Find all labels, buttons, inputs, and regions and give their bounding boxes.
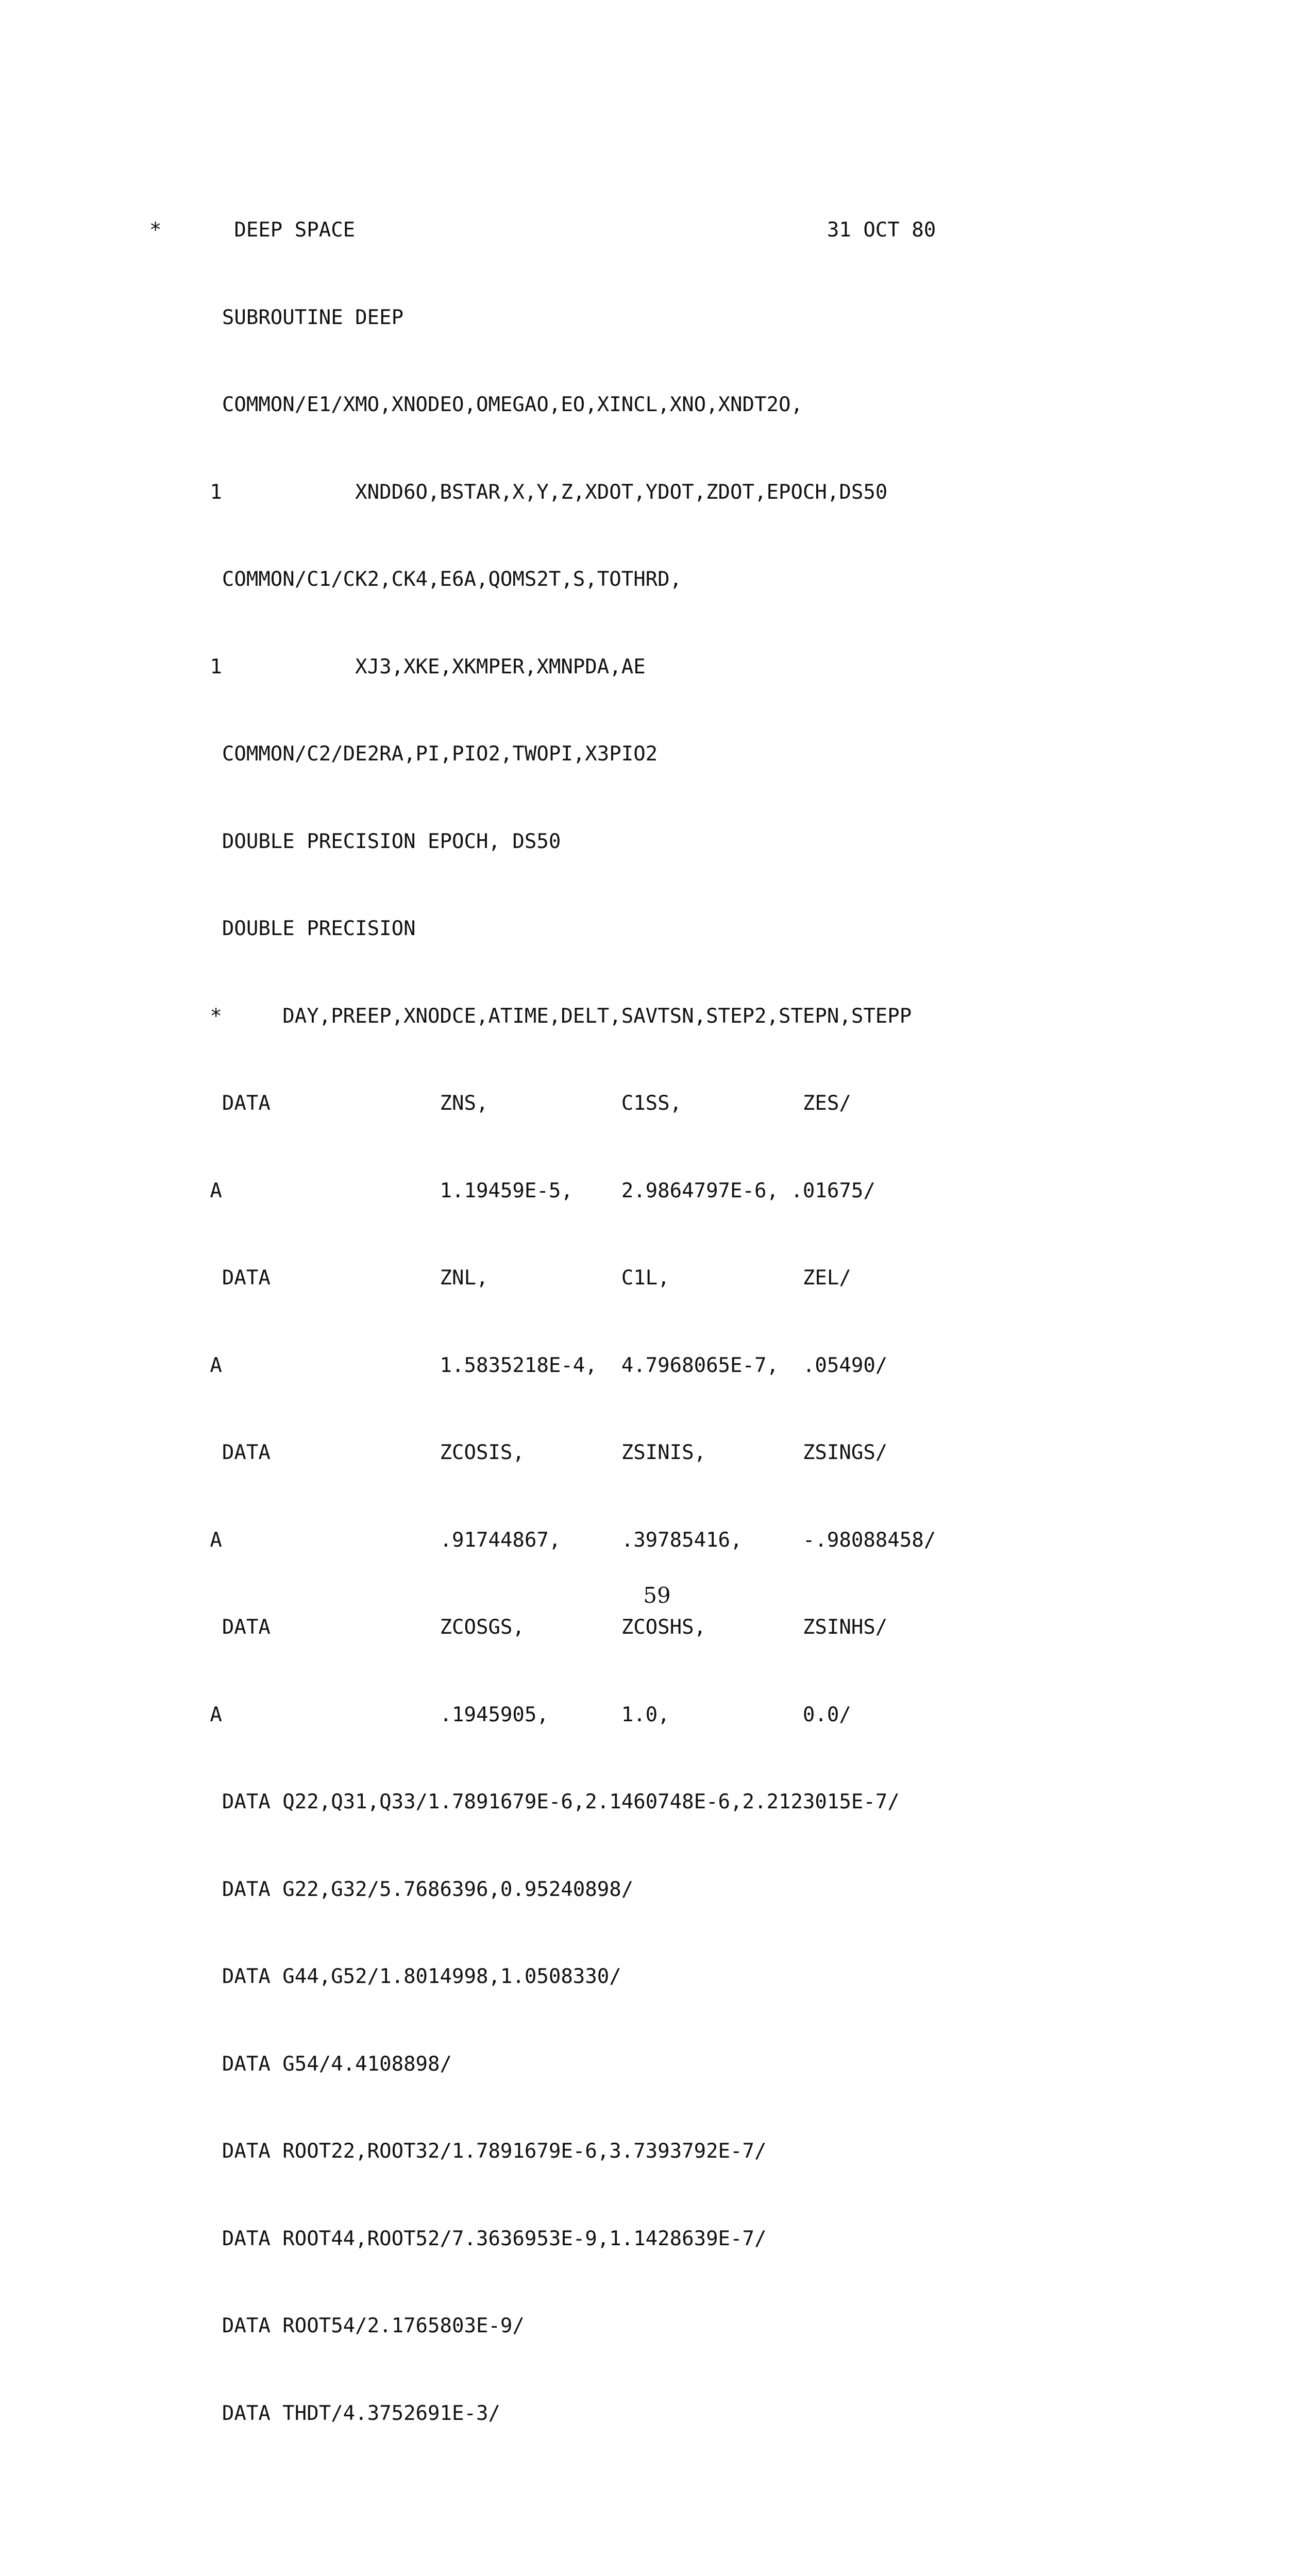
code-line: DATA ZNL, C1L, ZEL/ xyxy=(149,1264,1232,1293)
code-listing xyxy=(149,158,1232,2576)
code-line xyxy=(149,2574,1232,2576)
code-line: DOUBLE PRECISION EPOCH, DS50 xyxy=(149,827,1232,857)
code-line xyxy=(149,2486,1232,2516)
code-line: DATA G44,G52/1.8014998,1.0508330/ xyxy=(149,1962,1232,1992)
code-line: SUBROUTINE DEEP xyxy=(149,303,1232,333)
code-line: A .91744867, .39785416, -.98088458/ xyxy=(149,1526,1232,1555)
code-line: DATA ROOT54/2.1765803E-9/ xyxy=(149,2312,1232,2341)
code-line: COMMON/E1/XMO,XNODEO,OMEGAO,EO,XINCL,XNO,XNDT2O, xyxy=(149,391,1232,420)
code-line: * DEEP SPACE 31 OCT 80 xyxy=(149,216,1232,245)
code-line: A 1.5835218E-4, 4.7968065E-7, .05490/ xyxy=(149,1351,1232,1381)
code-line: * DAY,PREEP,XNODCE,ATIME,DELT,SAVTSN,STEP2,STEPN,STEPP xyxy=(149,1002,1232,1031)
code-line: DATA ROOT22,ROOT32/1.7891679E-6,3.7393792E-7/ xyxy=(149,2137,1232,2166)
code-line: DATA ZNS, C1SS, ZES/ xyxy=(149,1089,1232,1118)
code-line: DATA ROOT44,ROOT52/7.3636953E-9,1.1428639E-7/ xyxy=(149,2225,1232,2254)
code-line: 1 XNDD6O,BSTAR,X,Y,Z,XDOT,YDOT,ZDOT,EPOCH,DS50 xyxy=(149,478,1232,507)
code-line: DOUBLE PRECISION xyxy=(149,914,1232,944)
code-line: DATA G54/4.4108898/ xyxy=(149,2050,1232,2079)
code-line: A .1945905, 1.0, 0.0/ xyxy=(149,1701,1232,1730)
code-line: DATA G22,G32/5.7686396,0.95240898/ xyxy=(149,1875,1232,1905)
code-line: COMMON/C2/DE2RA,PI,PIO2,TWOPI,X3PIO2 xyxy=(149,740,1232,769)
code-line: DATA ZCOSGS, ZCOSHS, ZSINHS/ xyxy=(149,1613,1232,1642)
page-number: 59 xyxy=(0,1583,1314,1608)
code-line: DATA ZCOSIS, ZSINIS, ZSINGS/ xyxy=(149,1438,1232,1468)
code-line: 1 XJ3,XKE,XKMPER,XMNPDA,AE xyxy=(149,653,1232,682)
code-line: DATA Q22,Q31,Q33/1.7891679E-6,2.1460748E-6,2.2123015E-7/ xyxy=(149,1788,1232,1817)
code-line: COMMON/C1/CK2,CK4,E6A,QOMS2T,S,TOTHRD, xyxy=(149,565,1232,595)
code-line: A 1.19459E-5, 2.9864797E-6, .01675/ xyxy=(149,1177,1232,1206)
code-line: DATA THDT/4.3752691E-3/ xyxy=(149,2399,1232,2429)
